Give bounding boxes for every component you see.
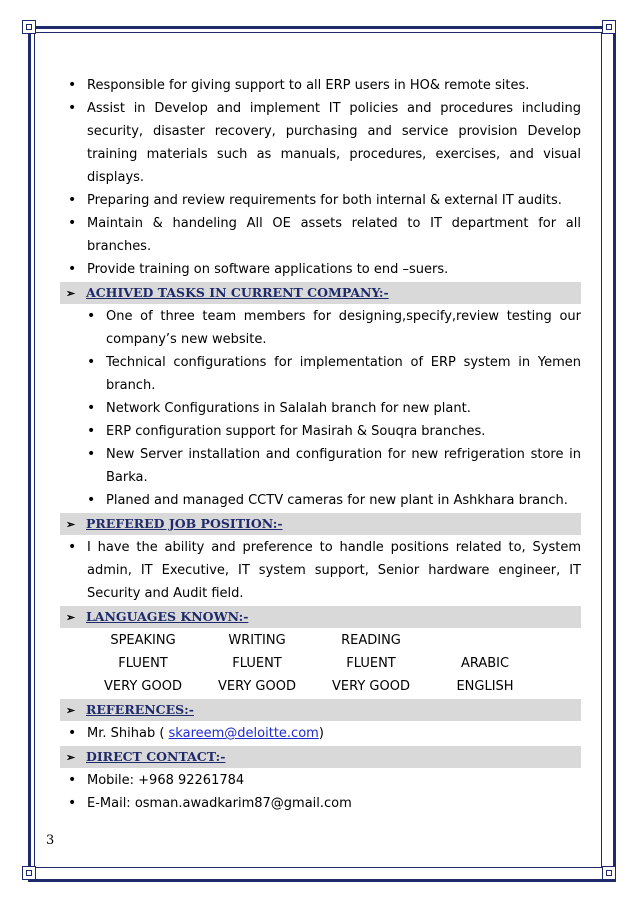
list-item: • Provide training on software applications to end –suers. xyxy=(60,258,581,281)
arrow-bullet-icon: ➢ xyxy=(66,704,76,717)
section-heading-languages: ➢ LANGUAGES KNOWN:- xyxy=(60,606,581,628)
list-item: • Technical configurations for implementation of ERP system in Yemen branch. xyxy=(60,351,581,397)
languages-row: FLUENT FLUENT FLUENT ARABIC xyxy=(118,656,510,671)
section-heading-references: ➢ REFERENCES:- xyxy=(60,699,581,721)
list-item: • Responsible for giving support to all ERP users in HO& remote sites. xyxy=(60,74,581,97)
list-item: • Network Configurations in Salalah branch for new plant. xyxy=(60,397,581,420)
arrow-bullet-icon: ➢ xyxy=(66,611,76,624)
languages-header-row: SPEAKING WRITING READING xyxy=(110,633,401,648)
achieved-list xyxy=(60,305,581,512)
corner-ornament xyxy=(602,20,616,34)
arrow-bullet-icon: ➢ xyxy=(66,518,76,531)
reference-email-link[interactable]: skareem@deloitte.com xyxy=(168,726,319,741)
section-heading-contact: ➢ DIRECT CONTACT:- xyxy=(60,746,581,768)
list-item: • I have the ability and preference to handle positions related to, System admin, IT Executive, IT system support, Senior hardware engineer, IT Security and Audit field. xyxy=(60,536,581,605)
list-item: • Mobile: +968 92261784 xyxy=(60,769,581,792)
list-item: • Preparing and review requirements for both internal & external IT audits. xyxy=(60,189,581,212)
corner-ornament xyxy=(22,20,36,34)
section-heading-preferred: ➢ PREFERED JOB POSITION:- xyxy=(60,513,581,535)
languages-table xyxy=(60,629,581,698)
corner-ornament xyxy=(22,866,36,880)
section-heading-achieved: ➢ ACHIVED TASKS IN CURRENT COMPANY:- xyxy=(60,282,581,304)
list-item: • New Server installation and configuration for new refrigeration store in Barka. xyxy=(60,443,581,489)
list-item: • Assist in Develop and implement IT policies and procedures including security, disaster recovery, purchasing and service provision Develop training materials such as manuals, procedures, exercises, and visual displays. xyxy=(60,97,581,189)
list-item: • Mr. Shihab ( skareem@deloitte.com) xyxy=(60,722,581,745)
list-item: • Planed and managed CCTV cameras for new plant in Ashkhara branch. xyxy=(60,489,581,512)
contact-list xyxy=(60,769,581,815)
duties-list xyxy=(60,74,581,281)
languages-row: VERY GOOD VERY GOOD VERY GOOD ENGLISH xyxy=(104,679,514,694)
preferred-list xyxy=(60,536,581,605)
list-item: • Maintain & handeling All OE assets related to IT department for all branches. xyxy=(60,212,581,258)
list-item: • One of three team members for designing,specify,review testing our company’s new website. xyxy=(60,305,581,351)
list-item: • ERP configuration support for Masirah & Souqra branches. xyxy=(60,420,581,443)
page-number: 3 xyxy=(46,833,55,848)
arrow-bullet-icon: ➢ xyxy=(66,751,76,764)
resume-content xyxy=(60,74,581,815)
list-item: • E-Mail: osman.awadkarim87@gmail.com xyxy=(60,792,581,815)
corner-ornament xyxy=(602,866,616,880)
arrow-bullet-icon: ➢ xyxy=(66,287,76,300)
references-list xyxy=(60,722,581,745)
